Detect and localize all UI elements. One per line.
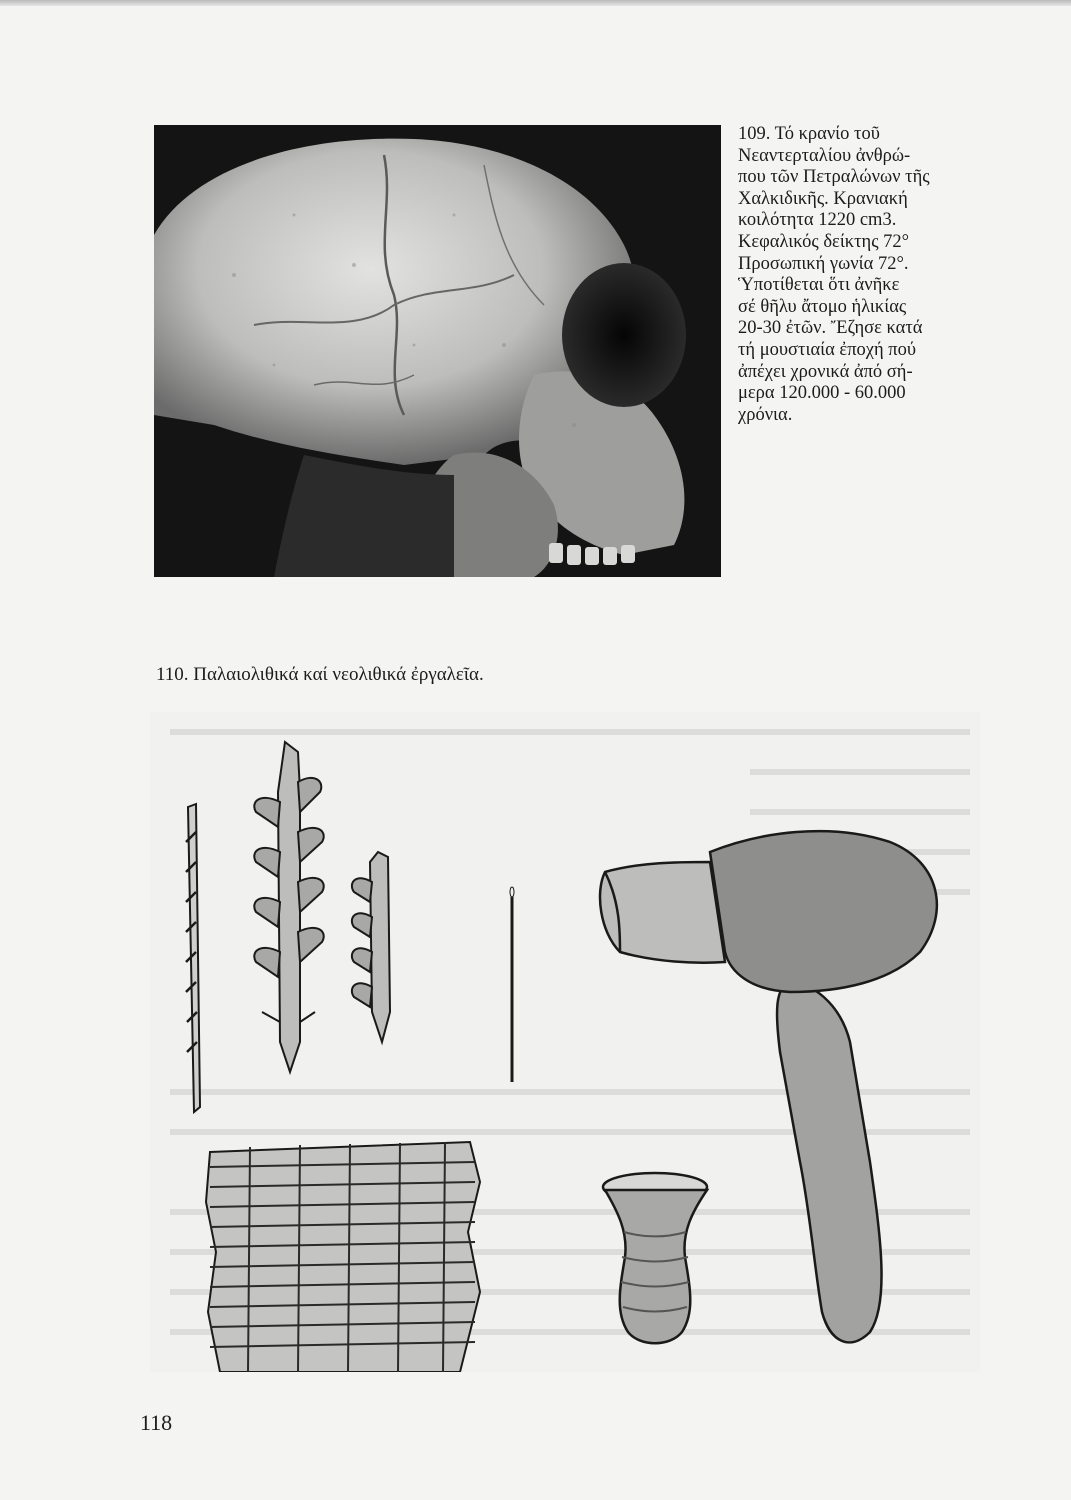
caption-line: χρόνια.	[738, 404, 793, 425]
caption-line: Προσωπική γωνία 72°.	[738, 253, 909, 274]
caption-line: που τῶν Πετραλώνων τῆς	[738, 167, 930, 188]
caption-line: σέ θῆλυ ἄτομο ἡλικίας	[738, 296, 907, 317]
caption-line: μερα 120.000 - 60.000	[738, 383, 906, 404]
caption-line: 20-30 ἐτῶν. Ἔζησε κατά	[738, 318, 923, 339]
caption-line: Χαλκιδικῆς. Κρανιακή	[738, 188, 908, 209]
tools-illustration	[150, 712, 980, 1372]
caption-line: ἀπέχει χρονικά ἀπό σή-	[738, 361, 913, 382]
page-number: 118	[140, 1410, 173, 1435]
caption-line: κοιλότητα 1220 cm3.	[738, 210, 897, 231]
caption-line: Νεαντερταλίου ἀνθρώ-	[738, 145, 911, 166]
page-edge	[0, 0, 1071, 6]
skull-photograph	[154, 125, 721, 577]
caption-line: 109. Τό κρανίο τοῦ	[738, 124, 880, 144]
bone-needle	[510, 887, 514, 1082]
woven-textile	[206, 1142, 480, 1372]
caption-line: Ὑποτίθεται ὅτι ἀνῆκε	[738, 275, 900, 296]
figure-110-caption: 110. Παλαιολιθικά καί νεολιθικά ἐργαλεῖα.	[156, 664, 484, 685]
caption-line: Κεφαλικός δείκτης 72°	[738, 231, 910, 252]
caption-line: τή μουστιαία ἐποχή πού	[738, 339, 917, 360]
figure-109-caption	[738, 124, 983, 426]
